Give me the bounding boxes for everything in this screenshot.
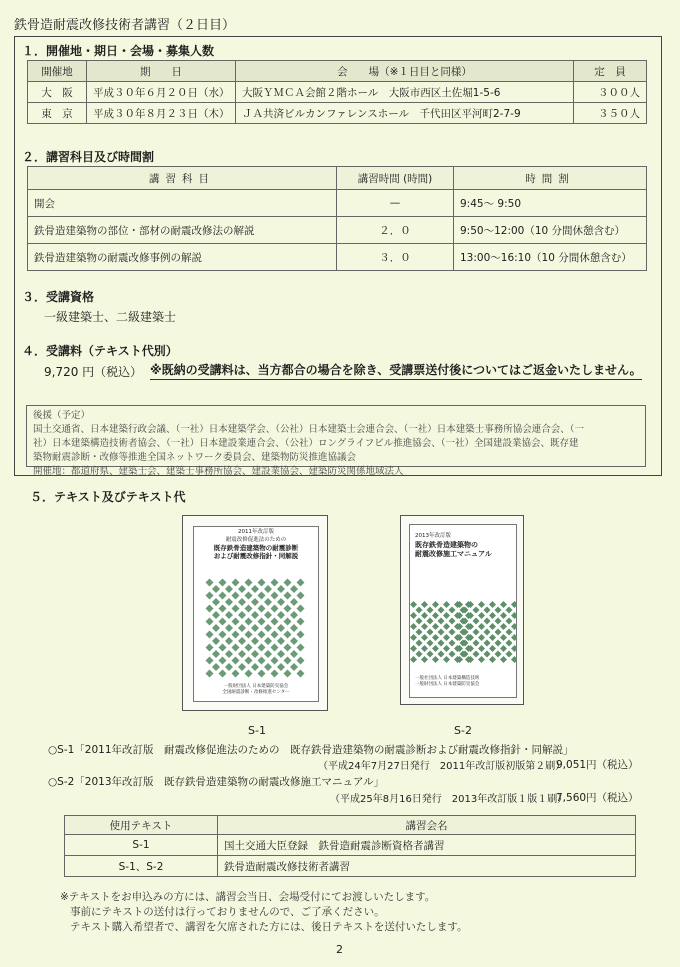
section2-heading: ２．講習科目及び時間割 <box>22 150 155 164</box>
sponsors-line: 国土交通省、日本建築行政会議、（一社）日本建築学会、（公社）日本建築士会連合会、（一社）日本建築士事務所協会連合会、（一 <box>33 424 585 435</box>
s1-price: 9,051円（税込） <box>556 759 639 771</box>
sponsors-label: 後援（予定） <box>33 410 91 421</box>
cover-edition: 2013年改訂版 <box>415 533 451 539</box>
cover-publisher: 全国耐震診断・改修推進センター <box>222 690 290 695</box>
s1-publication: （平成24年7月27日発行 2011年改訂版初版第２刷） <box>318 761 566 772</box>
th-text: 使用テキスト <box>65 816 218 835</box>
time-cell: 9:45～ 9:50 <box>454 190 647 217</box>
section1-heading: １．開催地・期日・会場・募集人数 <box>22 44 215 58</box>
time-cell: 13:00～16:10（10 分間休憩含む） <box>454 244 647 271</box>
city-cell: 大 阪 <box>28 82 87 103</box>
section4-heading: ４．受講料（テキスト代別） <box>22 344 178 358</box>
hours-cell: ３．０ <box>337 244 454 271</box>
text-usage-table <box>64 815 636 877</box>
diamond-pattern-icon <box>409 590 517 670</box>
footer-note: 事前にテキストの送付は行っておりませんので、ご了承ください。 <box>70 906 385 918</box>
sponsors-line: 社）日本建築構造技術者協会、（一社）日本建設業連合会、（公社）ロングライフビル推進協会、（一社）全国建設業協会、既存建 <box>33 438 579 449</box>
sponsors-line: 開催地：都道府県、建築士会、建築士事務所協会、建設業協会、建築防災関係地域法人 <box>33 466 404 477</box>
th-capacity: 定 員 <box>574 61 647 82</box>
book-label-s2: S-2 <box>454 724 472 737</box>
sponsors-box <box>26 405 646 477</box>
th-venue: 会 場（※１日目と同様） <box>236 61 574 82</box>
course-cell: 国土交通大臣登録 鉄骨造耐震診断資格者講習 <box>218 835 636 856</box>
subject-cell: 開会 <box>28 190 337 217</box>
th-hours: 講習時間 (時間) <box>337 167 454 190</box>
venue-table <box>27 60 647 124</box>
page-number: 2 <box>336 943 343 956</box>
footer-note: テキスト購入希望者で、講習を欠席された方には、後日テキストを送付いたします。 <box>70 921 468 933</box>
sponsors-line: 築物耐震診断・改修等推進全国ネットワーク委員会、建築物防災推進協議会 <box>33 452 357 463</box>
venue-cell: ＪＡ共済ビルカンファレンスホール 千代田区平河町2-7-9 <box>236 103 574 124</box>
s2-price: 7,560円（税込） <box>556 792 639 804</box>
table-row <box>28 244 647 271</box>
city-cell: 東 京 <box>28 103 87 124</box>
cover-publisher: 一般社団法人 日本建築構造技術 <box>415 676 480 681</box>
cover-title: 耐震改修施工マニュアル <box>415 550 492 558</box>
capacity-cell: ３５０人 <box>574 103 647 124</box>
cover-publisher: 一般財団法人 日本建築防災協会 <box>415 682 480 687</box>
subject-cell: 鉄骨造建築物の部位・部材の耐震改修法の解説 <box>28 217 337 244</box>
s2-title: ○S-2「2013年改訂版 既存鉄骨造建築物の耐震改修施工マニュアル」 <box>48 776 385 788</box>
cover-subtitle: 耐震改修促進法のための <box>225 537 287 543</box>
time-cell: 9:50～12:00（10 分間休憩含む） <box>454 217 647 244</box>
refund-note: ※既納の受講料は、当方都合の場合を除き、受講票送付後についてはご返金いたしません。 <box>150 361 642 380</box>
table-row <box>28 190 647 217</box>
book-label-s1: S-1 <box>248 724 266 737</box>
venue-cell: 大阪ＹＭＣＡ会館２階ホール 大阪市西区土佐堀1-5-6 <box>236 82 574 103</box>
book-cover-s1 <box>182 515 328 711</box>
schedule-table <box>27 166 647 271</box>
cover-publisher: 一般財団法人 日本建築防災協会 <box>223 684 289 689</box>
book-cover-s2 <box>400 515 524 705</box>
footer-note: ※テキストをお申込みの方には、講習会当日、会場受付にてお渡しいたします。 <box>60 891 436 903</box>
hours-cell: ２．０ <box>337 217 454 244</box>
date-cell: 平成３０年８月２３日（木） <box>87 103 236 124</box>
capacity-cell: ３００人 <box>574 82 647 103</box>
table-row <box>65 856 636 877</box>
date-cell: 平成３０年６月２０日（水） <box>87 82 236 103</box>
page-title: 鉄骨造耐震改修技術者講習（２日目） <box>14 18 236 33</box>
table-row <box>65 835 636 856</box>
th-timetable: 時間割 <box>454 167 647 190</box>
th-date: 期 日 <box>87 61 236 82</box>
qualification-text: 一級建築士、二級建築士 <box>44 310 177 324</box>
table-row <box>28 82 647 103</box>
cover-title: 既存鉄骨造建築物の耐震診断 <box>213 544 299 552</box>
cover-edition: 2011年改訂版 <box>238 529 274 535</box>
table-row <box>28 217 647 244</box>
cover-title: および耐震改修指針・同解説 <box>213 552 299 560</box>
cover-title: 既存鉄骨造建築物の <box>415 541 478 549</box>
table-row <box>28 103 647 124</box>
diamond-pattern-icon <box>205 578 305 678</box>
s2-publication: （平成25年8月16日発行 2013年改訂版１版１刷） <box>330 794 568 805</box>
th-city: 開催地 <box>28 61 87 82</box>
th-course: 講習会名 <box>218 816 636 835</box>
fee-text: 9,720 円（税込） <box>44 365 143 379</box>
hours-cell: — <box>337 190 454 217</box>
text-cell: S-1、S-2 <box>65 856 218 877</box>
subject-cell: 鉄骨造建築物の耐震改修事例の解説 <box>28 244 337 271</box>
section3-heading: ３．受講資格 <box>22 290 95 304</box>
course-cell: 鉄骨造耐震改修技術者講習 <box>218 856 636 877</box>
s1-title: ○S-1「2011年改訂版 耐震改修促進法のための 既存鉄骨造建築物の耐震診断および耐震改修指針・同解説」 <box>48 744 574 756</box>
th-subject: 講習科目 <box>28 167 337 190</box>
text-cell: S-1 <box>65 835 218 856</box>
section5-heading: ５．テキスト及びテキスト代 <box>30 490 186 504</box>
